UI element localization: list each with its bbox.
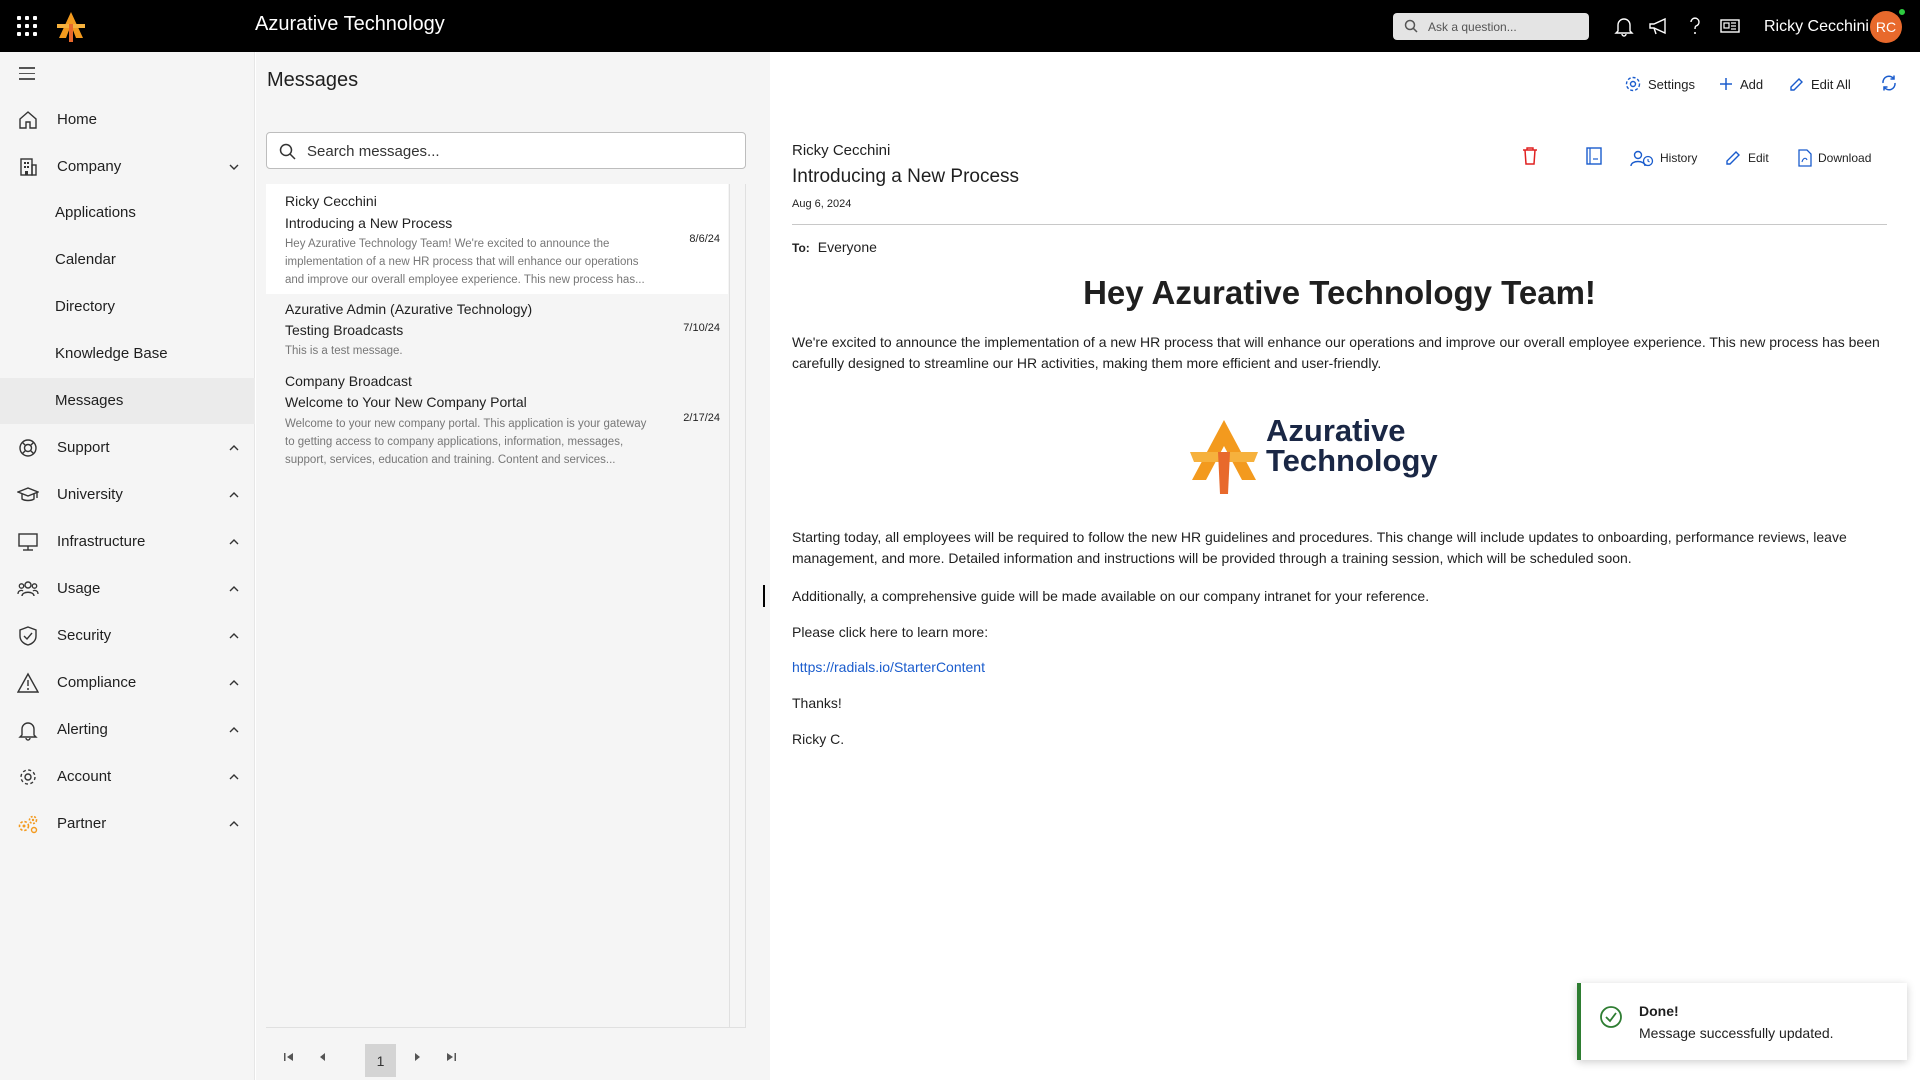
bell-icon bbox=[17, 719, 39, 741]
pencil-icon bbox=[1724, 149, 1742, 167]
sidebar-item-label: Compliance bbox=[57, 674, 137, 691]
sidebar-item-label: Usage bbox=[57, 580, 101, 597]
presence-indicator bbox=[1898, 8, 1906, 16]
previous-page-icon[interactable] bbox=[316, 1050, 330, 1064]
download-button[interactable] bbox=[1797, 148, 1871, 168]
search-icon bbox=[279, 143, 296, 160]
message-paragraph: Additionally, a comprehensive guide will be made available on our company intranet for your reference. bbox=[792, 588, 1430, 604]
pdf-file-icon bbox=[1797, 149, 1812, 167]
sidebar-item-alerting[interactable] bbox=[0, 707, 255, 753]
message-list[interactable] bbox=[266, 184, 746, 1027]
message-sender: Ricky Cecchini bbox=[285, 193, 377, 209]
list-scrollbar[interactable] bbox=[729, 184, 746, 1027]
sidebar-subitem-label: Directory bbox=[55, 298, 116, 315]
chevron-up-icon[interactable] bbox=[228, 583, 240, 595]
page-toolbar bbox=[770, 52, 1920, 118]
sidebar-item-label: Infrastructure bbox=[57, 533, 146, 550]
message-preview bbox=[285, 235, 675, 289]
message-date: 8/6/24 bbox=[689, 233, 720, 245]
sidebar-subitem-directory[interactable] bbox=[0, 284, 255, 330]
detail-sender: Ricky Cecchini bbox=[792, 142, 891, 159]
message-date: 2/17/24 bbox=[683, 412, 720, 424]
trash-icon[interactable] bbox=[1521, 146, 1539, 166]
add-button[interactable] bbox=[1718, 74, 1763, 94]
lifebuoy-icon bbox=[17, 437, 39, 459]
bell-icon[interactable] bbox=[1612, 14, 1636, 38]
message-preview-line: Welcome to your new company portal. This application is your gateway bbox=[285, 418, 647, 430]
message-preview-line: and improve our overall employee experience. This new process has... bbox=[285, 274, 645, 286]
chevron-up-icon[interactable] bbox=[228, 724, 240, 736]
message-preview-line: support, services, education and training. Content and services... bbox=[285, 454, 616, 466]
sidebar bbox=[0, 52, 255, 1080]
gear-icon bbox=[17, 766, 39, 788]
message-paragraph: We're excited to announce the implementation of a new HR process that will enhance our operations and improve our overall employee experience. This new process has been carefully designed to streamline our HR activities, making them more efficient and user-friendly. bbox=[792, 334, 1880, 371]
sidebar-item-support[interactable] bbox=[0, 425, 255, 471]
avatar[interactable]: RC bbox=[1870, 11, 1902, 43]
first-page-icon[interactable] bbox=[282, 1050, 296, 1064]
sidebar-item-label: Security bbox=[57, 627, 112, 644]
add-label: Add bbox=[1740, 76, 1764, 92]
settings-label: Settings bbox=[1648, 76, 1695, 92]
brand-logo-line: Azurative bbox=[1266, 413, 1406, 448]
user-clock-icon bbox=[1630, 149, 1654, 167]
sidebar-item-label: Alerting bbox=[57, 721, 108, 738]
message-signature: Ricky C. bbox=[792, 731, 845, 747]
brand-logo-text bbox=[1266, 413, 1438, 478]
user-name[interactable]: Ricky Cecchini bbox=[1764, 18, 1869, 35]
page-number-button[interactable]: 1 bbox=[365, 1044, 396, 1077]
sidebar-subitem-knowledge-base[interactable] bbox=[0, 331, 255, 377]
gear-icon bbox=[1624, 75, 1642, 93]
message-preview bbox=[285, 342, 675, 360]
message-paragraph: Starting today, all employees will be required to follow the new HR guidelines and procedures. This change will include updates to onboarding, performance reviews, leave management, and more. Detailed information and instructions will be provided through a training session, which will be scheduled soon. bbox=[792, 529, 1847, 566]
settings-button[interactable] bbox=[1624, 74, 1695, 94]
refresh-icon[interactable] bbox=[1880, 74, 1898, 92]
divider bbox=[792, 224, 1887, 225]
home-icon bbox=[17, 109, 39, 131]
recipient-label: To: bbox=[792, 241, 810, 255]
sidebar-item-company[interactable] bbox=[0, 144, 255, 190]
sidebar-item-label: University bbox=[57, 486, 123, 503]
sidebar-item-label: Company bbox=[57, 158, 122, 175]
search-input[interactable] bbox=[305, 141, 735, 161]
sidebar-item-account[interactable] bbox=[0, 754, 255, 800]
app-launcher-icon[interactable] bbox=[17, 16, 37, 36]
history-label: History bbox=[1660, 151, 1698, 165]
message-subject: Testing Broadcasts bbox=[285, 322, 404, 338]
graduation-cap-icon bbox=[17, 484, 39, 506]
message-preview-line: Hey Azurative Technology Team! We're excited to announce the bbox=[285, 238, 610, 250]
sidebar-item-label: Home bbox=[57, 111, 98, 128]
chevron-up-icon[interactable] bbox=[228, 771, 240, 783]
sidebar-subitem-label: Applications bbox=[55, 204, 136, 221]
success-toast[interactable] bbox=[1577, 983, 1907, 1060]
page-title: Messages bbox=[267, 69, 359, 91]
building-icon bbox=[17, 156, 39, 178]
brand-logo-line: Technology bbox=[1266, 443, 1438, 478]
recipient-value: Everyone bbox=[817, 239, 877, 255]
message-sender: Azurative Admin (Azurative Technology) bbox=[285, 301, 533, 317]
message-detail bbox=[770, 118, 1920, 1080]
partner-gears-icon bbox=[17, 813, 39, 835]
download-label: Download bbox=[1818, 151, 1872, 165]
message-list-item[interactable] bbox=[266, 184, 728, 294]
toast-title: Done! bbox=[1639, 1003, 1679, 1019]
text-cursor bbox=[763, 585, 765, 607]
search-box[interactable] bbox=[266, 132, 746, 169]
message-preview bbox=[285, 415, 675, 469]
app-title: Azurative Technology bbox=[255, 13, 445, 35]
monitor-icon bbox=[17, 531, 39, 553]
check-circle-icon bbox=[1599, 1005, 1623, 1029]
people-icon bbox=[17, 578, 39, 600]
toast-message: Message successfully updated. bbox=[1639, 1025, 1834, 1041]
message-list-item[interactable] bbox=[266, 294, 728, 366]
shield-check-icon bbox=[17, 625, 39, 647]
chevron-up-icon[interactable] bbox=[228, 630, 240, 642]
edit-all-label: Edit All bbox=[1811, 76, 1851, 92]
azurative-logo-icon[interactable] bbox=[54, 10, 88, 44]
plus-icon bbox=[1718, 76, 1734, 92]
megaphone-icon[interactable] bbox=[1647, 14, 1671, 38]
message-preview-line: implementation of a new HR process that will enhance our operations bbox=[285, 256, 639, 268]
chevron-up-icon[interactable] bbox=[228, 442, 240, 454]
edit-button[interactable] bbox=[1724, 148, 1769, 168]
sidebar-item-infrastructure[interactable] bbox=[0, 519, 255, 565]
edit-label: Edit bbox=[1748, 151, 1769, 165]
chevron-up-icon[interactable] bbox=[228, 677, 240, 689]
sidebar-item-usage[interactable] bbox=[0, 566, 255, 612]
brand-logo bbox=[1186, 413, 1496, 496]
message-sender: Company Broadcast bbox=[285, 373, 412, 389]
detail-date: Aug 6, 2024 bbox=[792, 198, 852, 210]
sidebar-subitem-applications[interactable] bbox=[0, 190, 255, 236]
sidebar-item-security[interactable] bbox=[0, 613, 255, 659]
sidebar-item-compliance[interactable] bbox=[0, 660, 255, 706]
message-subject: Welcome to Your New Company Portal bbox=[285, 394, 527, 410]
ask-question-box[interactable] bbox=[1393, 13, 1589, 40]
message-preview-line: to getting access to company applications, information, messages, bbox=[285, 436, 624, 448]
search-icon bbox=[1404, 19, 1418, 33]
pagination bbox=[266, 1027, 746, 1080]
edit-all-button[interactable] bbox=[1788, 74, 1851, 94]
message-list-item[interactable] bbox=[266, 366, 728, 476]
chevron-down-icon[interactable] bbox=[228, 161, 240, 173]
help-icon[interactable] bbox=[1683, 14, 1707, 38]
message-heading: Hey Azurative Technology Team! bbox=[1083, 274, 1596, 311]
chevron-up-icon[interactable] bbox=[228, 489, 240, 501]
sidebar-item-partner[interactable] bbox=[0, 801, 255, 847]
top-bar bbox=[0, 0, 1920, 52]
chevron-up-icon[interactable] bbox=[228, 536, 240, 548]
hamburger-menu-icon[interactable] bbox=[19, 67, 35, 81]
sidebar-item-label: Support bbox=[57, 439, 110, 456]
sidebar-subitem-label: Calendar bbox=[55, 251, 116, 268]
sidebar-subitem-label: Messages bbox=[55, 392, 124, 409]
next-page-icon[interactable] bbox=[410, 1050, 424, 1064]
news-icon[interactable] bbox=[1718, 14, 1742, 38]
sidebar-subitem-label: Knowledge Base bbox=[55, 345, 168, 362]
messages-pane bbox=[256, 52, 770, 1080]
sidebar-item-home[interactable] bbox=[0, 97, 255, 143]
pencil-icon bbox=[1788, 76, 1805, 93]
ask-question-input[interactable] bbox=[1426, 17, 1581, 36]
chevron-up-icon[interactable] bbox=[228, 818, 240, 830]
recipient-line bbox=[792, 239, 877, 255]
last-page-icon[interactable] bbox=[444, 1050, 458, 1064]
azurative-logo-icon bbox=[1186, 416, 1262, 496]
message-preview-line: This is a test message. bbox=[285, 345, 403, 357]
message-paragraph: Thanks! bbox=[792, 695, 842, 711]
message-paragraph: Please click here to learn more: bbox=[792, 624, 989, 640]
detail-subject: Introducing a New Process bbox=[792, 166, 1020, 187]
learn-more-link[interactable]: https://radials.io/StarterContent bbox=[792, 659, 985, 675]
message-date: 7/10/24 bbox=[683, 322, 720, 334]
read-receipt-icon[interactable] bbox=[1585, 146, 1603, 166]
message-subject: Introducing a New Process bbox=[285, 215, 453, 231]
history-button[interactable] bbox=[1630, 148, 1697, 168]
sidebar-item-label: Account bbox=[57, 768, 112, 785]
sidebar-subitem-messages[interactable] bbox=[0, 378, 255, 424]
sidebar-item-university[interactable] bbox=[0, 472, 255, 518]
sidebar-subitem-calendar[interactable] bbox=[0, 237, 255, 283]
sidebar-item-label: Partner bbox=[57, 815, 107, 832]
warning-icon bbox=[17, 672, 39, 694]
